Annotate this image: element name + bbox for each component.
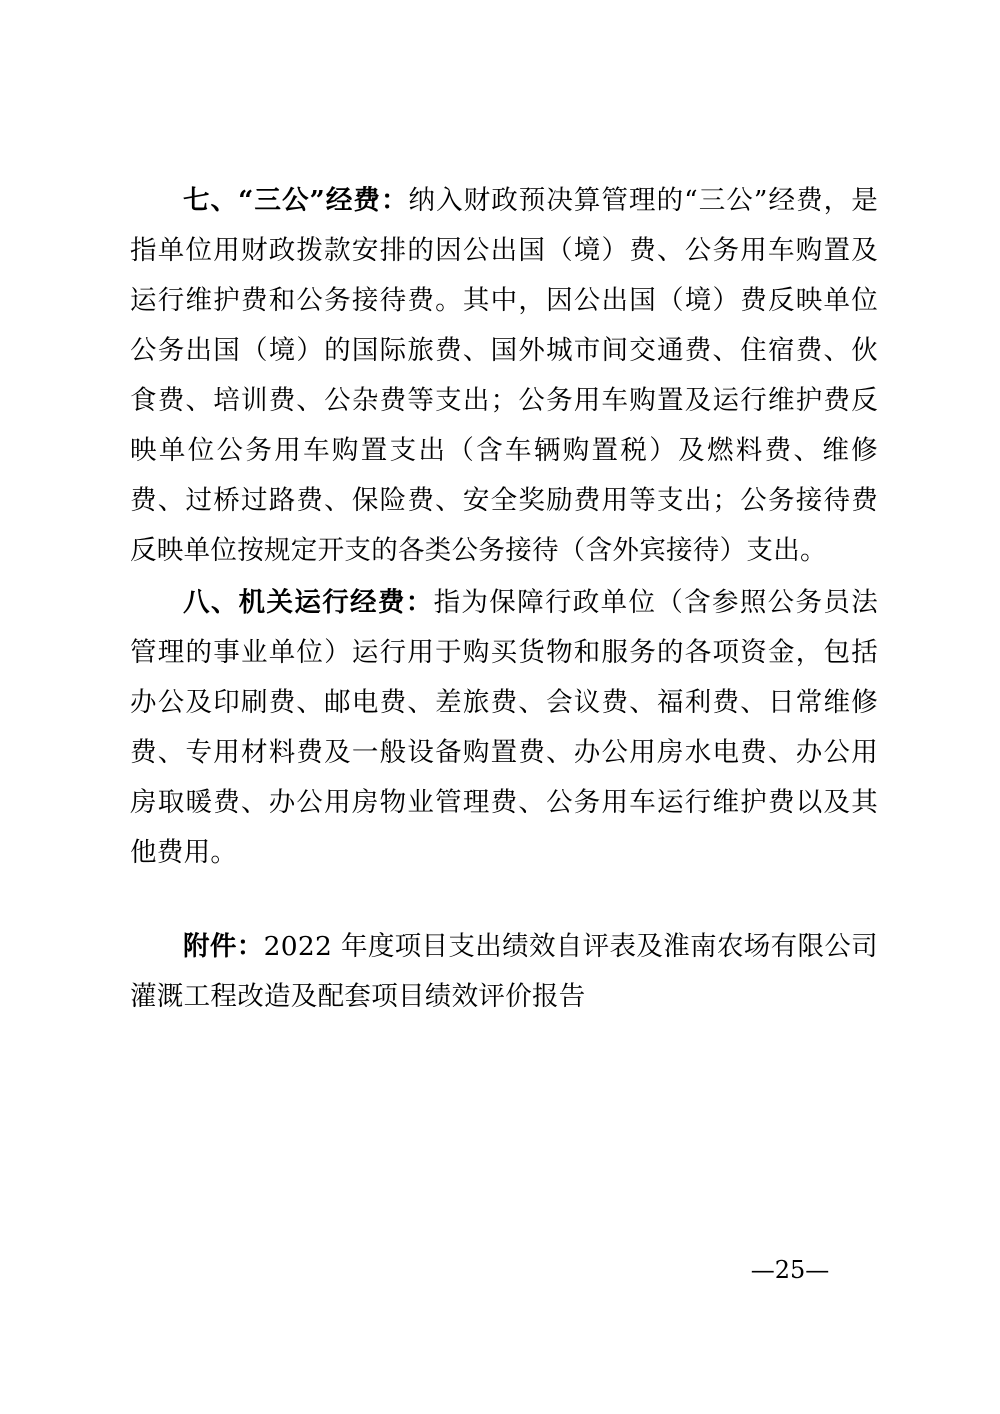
paragraph-eight-text: 指为保障行政单位（含参照公务员法管理的事业单位）运行用于购买货物和服务的各项资金，包括办公及印刷费、邮电费、差旅费、会议费、福利费、日常维修费、专用材料费及一般设备购置费、办公用房水电费、办公用房取暖费、办公用房物业管理费、公务用车运行维护费以及其他费用。 <box>130 587 878 868</box>
attachment-text: 2022 年度项目支出绩效自评表及淮南农场有限公司灌溉工程改造及配套项目绩效评价报告 <box>130 931 878 1012</box>
paragraph-eight-lead: 八、机关运行经费： <box>183 587 434 618</box>
paragraph-seven-lead: 七、“三公”经费： <box>183 185 409 216</box>
page-number-value: —25— <box>750 1256 830 1284</box>
paragraph-eight <box>130 578 878 878</box>
page-number <box>0 1256 1000 1284</box>
attachment-label: 附件： <box>183 931 264 962</box>
attachment-paragraph <box>130 922 878 1022</box>
paragraph-seven-text: 纳入财政预决算管理的“三公”经费，是指单位用财政拨款安排的因公出国（境）费、公务用车购置及运行维护费和公务接待费。其中，因公出国（境）费反映单位公务出国（境）的国际旅费、国外城市间交通费、住宿费、伙食费、培训费、公杂费等支出；公务用车购置及运行维护费反映单位公务用车购置支出（含车辆购置税）及燃料费、维修费、过桥过路费、保险费、安全奖励费用等支出；公务接待费反映单位按规定开支的各类公务接待（含外宾接待）支出。 <box>130 185 878 566</box>
document-body <box>130 176 878 1024</box>
paragraph-seven <box>130 176 878 576</box>
